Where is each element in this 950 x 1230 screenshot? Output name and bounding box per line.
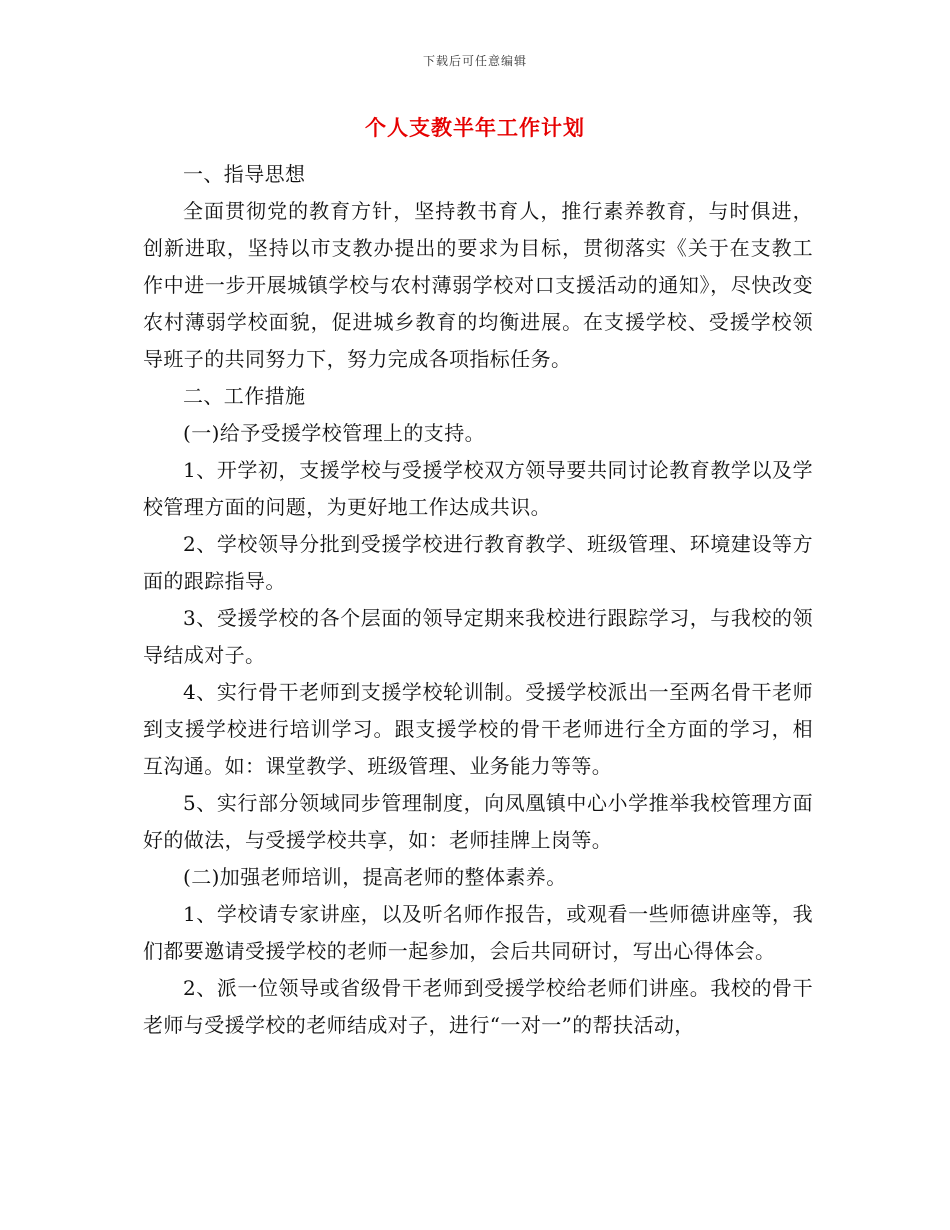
paragraph: 1、开学初，支援学校与受援学校双方领导要共同讨论教育教学以及学校管理方面的问题，为更好地工作达成共识。 bbox=[143, 458, 813, 519]
paragraph: 4、实行骨干老师到支援学校轮训制。受援学校派出一至两名骨干老师到支援学校进行培训学习。跟支援学校的骨干老师进行全方面的学习，相互沟通。如：课堂教学、班级管理、业务能力等等。 bbox=[143, 680, 813, 778]
paragraph: 3、受援学校的各个层面的领导定期来我校进行跟踪学习，与我校的领导结成对子。 bbox=[143, 606, 813, 667]
section-heading: 一、指导思想 bbox=[183, 162, 306, 186]
section-heading: 二、工作措施 bbox=[183, 384, 306, 408]
paragraph: 全面贯彻党的教育方针，坚持教书育人，推行素养教育，与时俱进，创新进取，坚持以市支教办提出的要求为目标，贯彻落实《关于在支教工作中进一步开展城镇学校与农村薄弱学校对口支援活动的通知》，尽快改变农村薄弱学校面貌，促进城乡教育的均衡进展。在支援学校、受援学校领导班子的共同努力下，努力完成各项指标任务。 bbox=[143, 199, 813, 371]
header-note: 下载后可任意编辑 bbox=[422, 54, 527, 68]
paragraph: 5、实行部分领域同步管理制度，向凤凰镇中心小学推举我校管理方面好的做法，与受援学校共享，如：老师挂牌上岗等。 bbox=[143, 791, 813, 852]
paragraph: 1、学校请专家讲座，以及听名师作报告，或观看一些师德讲座等，我们都要邀请受援学校的老师一起参加，会后共同研讨，写出心得体会。 bbox=[143, 902, 813, 963]
subsection-heading: (一)给予受援学校管理上的支持。 bbox=[183, 421, 486, 445]
document-body bbox=[143, 156, 813, 1044]
subsection-heading: (二)加强老师培训，提高老师的整体素养。 bbox=[183, 865, 567, 889]
paragraph: 2、学校领导分批到受援学校进行教育教学、班级管理、环境建设等方面的跟踪指导。 bbox=[143, 532, 813, 593]
page-title: 个人支教半年工作计划 bbox=[365, 115, 585, 140]
paragraph: 2、派一位领导或省级骨干老师到受援学校给老师们讲座。我校的骨干老师与受援学校的老师结成对子，进行“一对一”的帮扶活动， bbox=[143, 976, 813, 1037]
